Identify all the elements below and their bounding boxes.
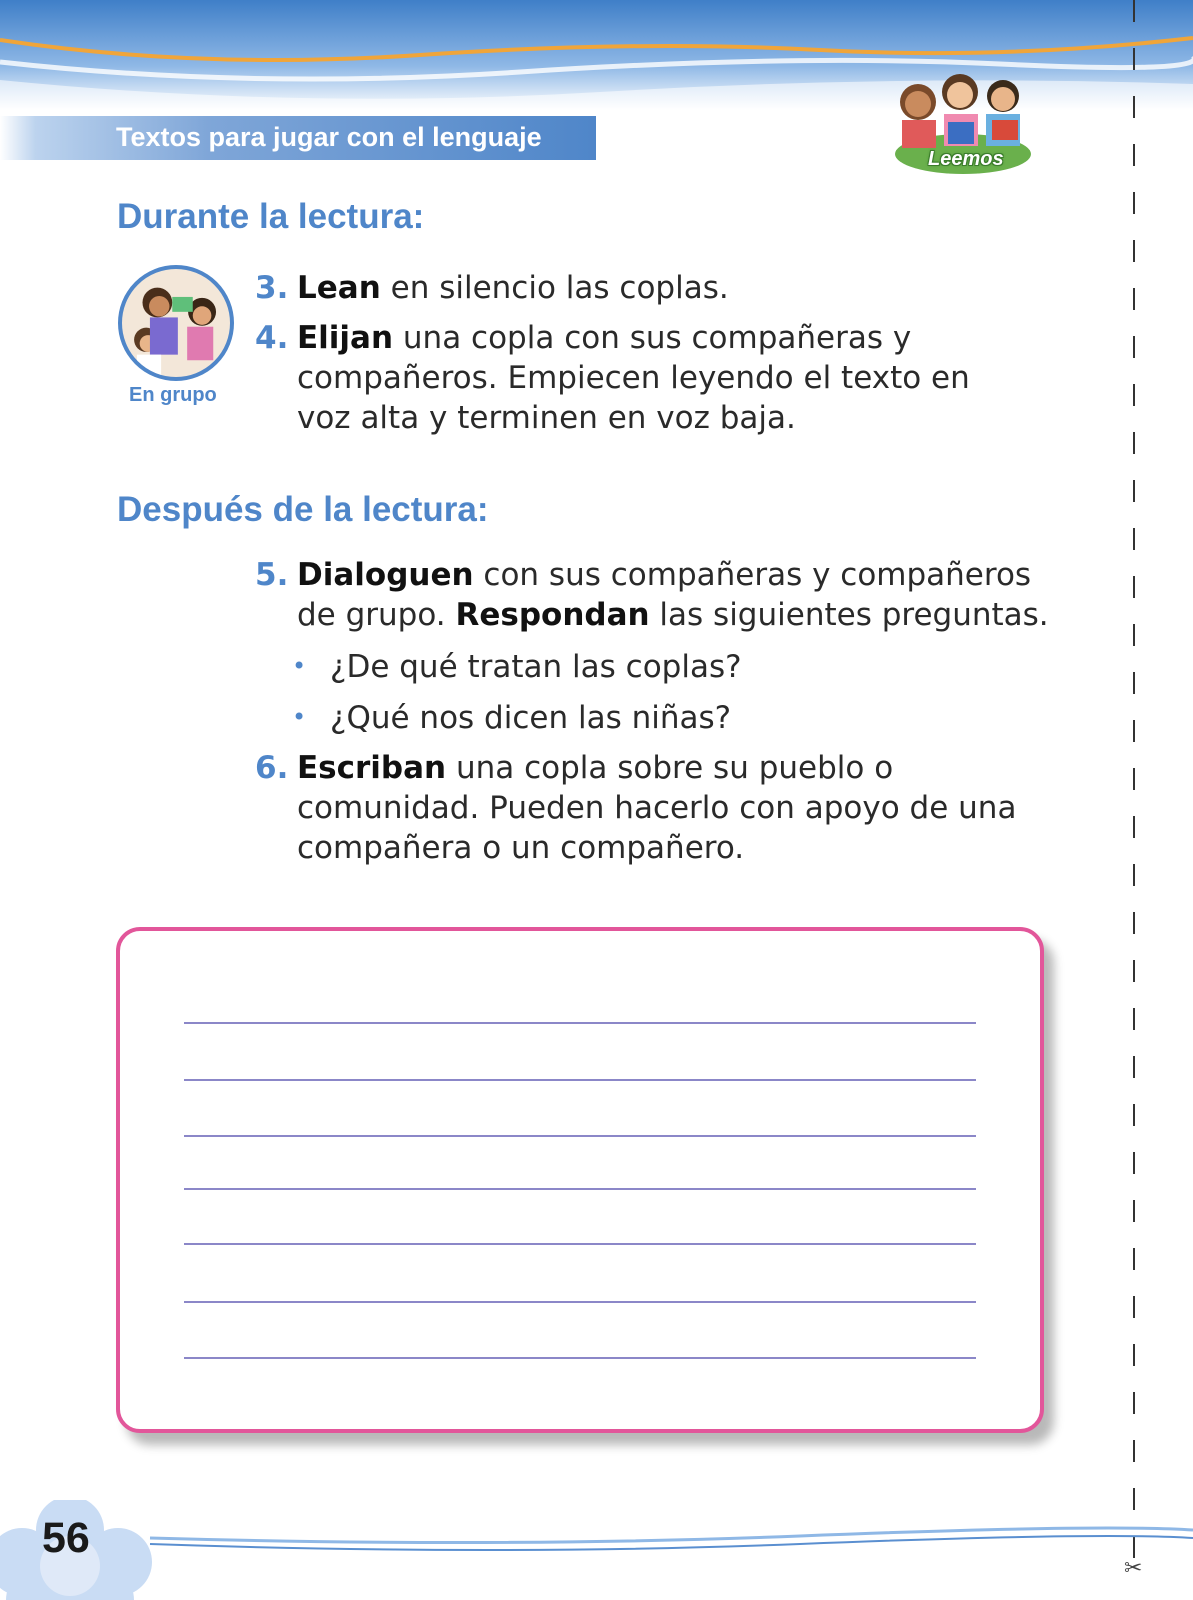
item-number: 3. — [255, 270, 289, 306]
group-children-illustration — [118, 265, 234, 381]
item-text: en silencio las coplas. — [380, 270, 729, 306]
item-text: con sus compañeras y compañeros de grupo. — [297, 557, 1032, 633]
item-verb: Elijan — [297, 320, 394, 356]
question-text: ¿Qué nos dicen las niñas? — [330, 700, 732, 736]
question-text: ¿De qué tratan las coplas? — [330, 649, 742, 685]
writing-box[interactable] — [116, 927, 1044, 1433]
item-number: 4. — [255, 320, 289, 356]
item-verb: Dialoguen — [297, 557, 474, 593]
item-verb-2: Respondan — [455, 597, 650, 633]
item-verb: Lean — [297, 270, 381, 306]
bullet-dot: • — [292, 703, 307, 731]
writing-line[interactable] — [184, 1243, 976, 1245]
item-verb: Escriban — [297, 750, 447, 786]
writing-line[interactable] — [184, 1301, 976, 1303]
heading-durante: Durante la lectura: — [117, 197, 425, 236]
leemos-badge-label: Leemos — [928, 148, 1004, 170]
page-number: 56 — [42, 1514, 90, 1562]
heading-despues: Después de la lectura: — [117, 490, 489, 529]
writing-line[interactable] — [184, 1188, 976, 1190]
writing-line[interactable] — [184, 1357, 976, 1359]
group-label: En grupo — [129, 384, 217, 406]
item-number: 6. — [255, 750, 289, 786]
writing-line[interactable] — [184, 1022, 976, 1024]
section-banner — [0, 116, 596, 160]
item-number: 5. — [255, 557, 289, 593]
bullet-dot: • — [292, 652, 307, 680]
writing-line[interactable] — [184, 1135, 976, 1137]
footer-decoration — [0, 1500, 1193, 1600]
item-text: una copla con sus compañeras y compañeros. Empiecen leyendo el texto en voz alta y terminen en voz baja. — [297, 320, 970, 436]
scissors-icon: ✂ — [1124, 1556, 1143, 1581]
cut-line — [1133, 0, 1135, 1560]
item-text: una copla sobre su pueblo o comunidad. Pueden hacerlo con apoyo de una compañera o un compañero. — [297, 750, 1017, 866]
writing-line[interactable] — [184, 1079, 976, 1081]
section-title: Textos para jugar con el lenguaje — [116, 122, 542, 152]
item-text-end: las siguientes preguntas. — [649, 597, 1049, 633]
